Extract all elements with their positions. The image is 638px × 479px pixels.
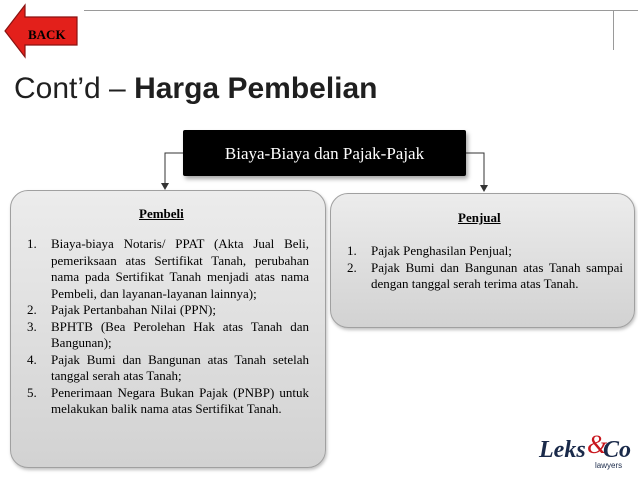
back-label: BACK (28, 27, 66, 42)
penjual-box (330, 193, 635, 328)
pembeli-title: Pembeli (139, 206, 184, 221)
svg-text:Co: Co (603, 437, 632, 463)
penjual-title: Penjual (458, 210, 501, 225)
penjual-item-text: Pajak Penghasilan Penjual; (371, 243, 512, 258)
costs-header-label: Biaya-Biaya dan Pajak-Pajak (224, 144, 425, 163)
penjual-item-text: Pajak Bumi dan Bangunan atas Tanah sampai dengan tanggal serah terima atas Tanah. (371, 259, 623, 291)
page-title-bold: Harga Pembelian (134, 72, 378, 105)
side-rule (613, 10, 614, 50)
pembeli-list (27, 236, 309, 418)
pembeli-item (27, 385, 309, 418)
pembeli-item-text: Biaya-biaya Notaris/ PPAT (Akta Jual Beli, pemeriksaan atas Sertifikat Tanah, perubahan nama pada Sertifikat Tanah menjadi atas nama Pembeli, dan layanan-layanan lainnya); (51, 236, 309, 301)
pembeli-item (27, 302, 309, 319)
svg-text:Leks: Leks (539, 437, 586, 463)
pembeli-item-number: 1. (27, 236, 37, 251)
penjual-item (347, 260, 623, 293)
pembeli-item (27, 236, 309, 302)
pembeli-item-number: 3. (27, 318, 37, 334)
leksco-logo (537, 429, 633, 473)
penjual-item-number: 1. (347, 243, 357, 258)
penjual-list (347, 243, 623, 293)
pembeli-item-number: 2. (27, 302, 37, 317)
penjual-item-number: 2. (347, 259, 357, 275)
pembeli-box (10, 190, 326, 468)
top-rule (84, 10, 638, 11)
svg-text:&: & (587, 430, 608, 459)
pembeli-item-text: Pajak Bumi dan Bangunan atas Tanah setelah tanggal serah atas Tanah; (51, 351, 309, 383)
pembeli-item-text: Pajak Pertanbahan Nilai (PPN); (51, 302, 216, 317)
page-title (14, 72, 378, 106)
pembeli-item-number: 5. (27, 384, 37, 400)
pembeli-item-text: Penerimaan Negara Bukan Pajak (PNBP) untuk melakukan balik nama atas Sertifikat Tanah. (51, 384, 309, 416)
pembeli-item (27, 352, 309, 385)
penjual-item (347, 243, 623, 260)
back-button[interactable] (3, 3, 79, 59)
pembeli-item (27, 319, 309, 352)
svg-text:lawyers: lawyers (595, 461, 623, 470)
costs-header-box (183, 130, 466, 176)
page-title-prefix: Cont’d – (14, 72, 135, 105)
logo-graphic (537, 429, 633, 473)
pembeli-item-number: 4. (27, 351, 37, 367)
pembeli-item-text: BPHTB (Bea Perolehan Hak atas Tanah dan Bangunan); (51, 318, 309, 350)
